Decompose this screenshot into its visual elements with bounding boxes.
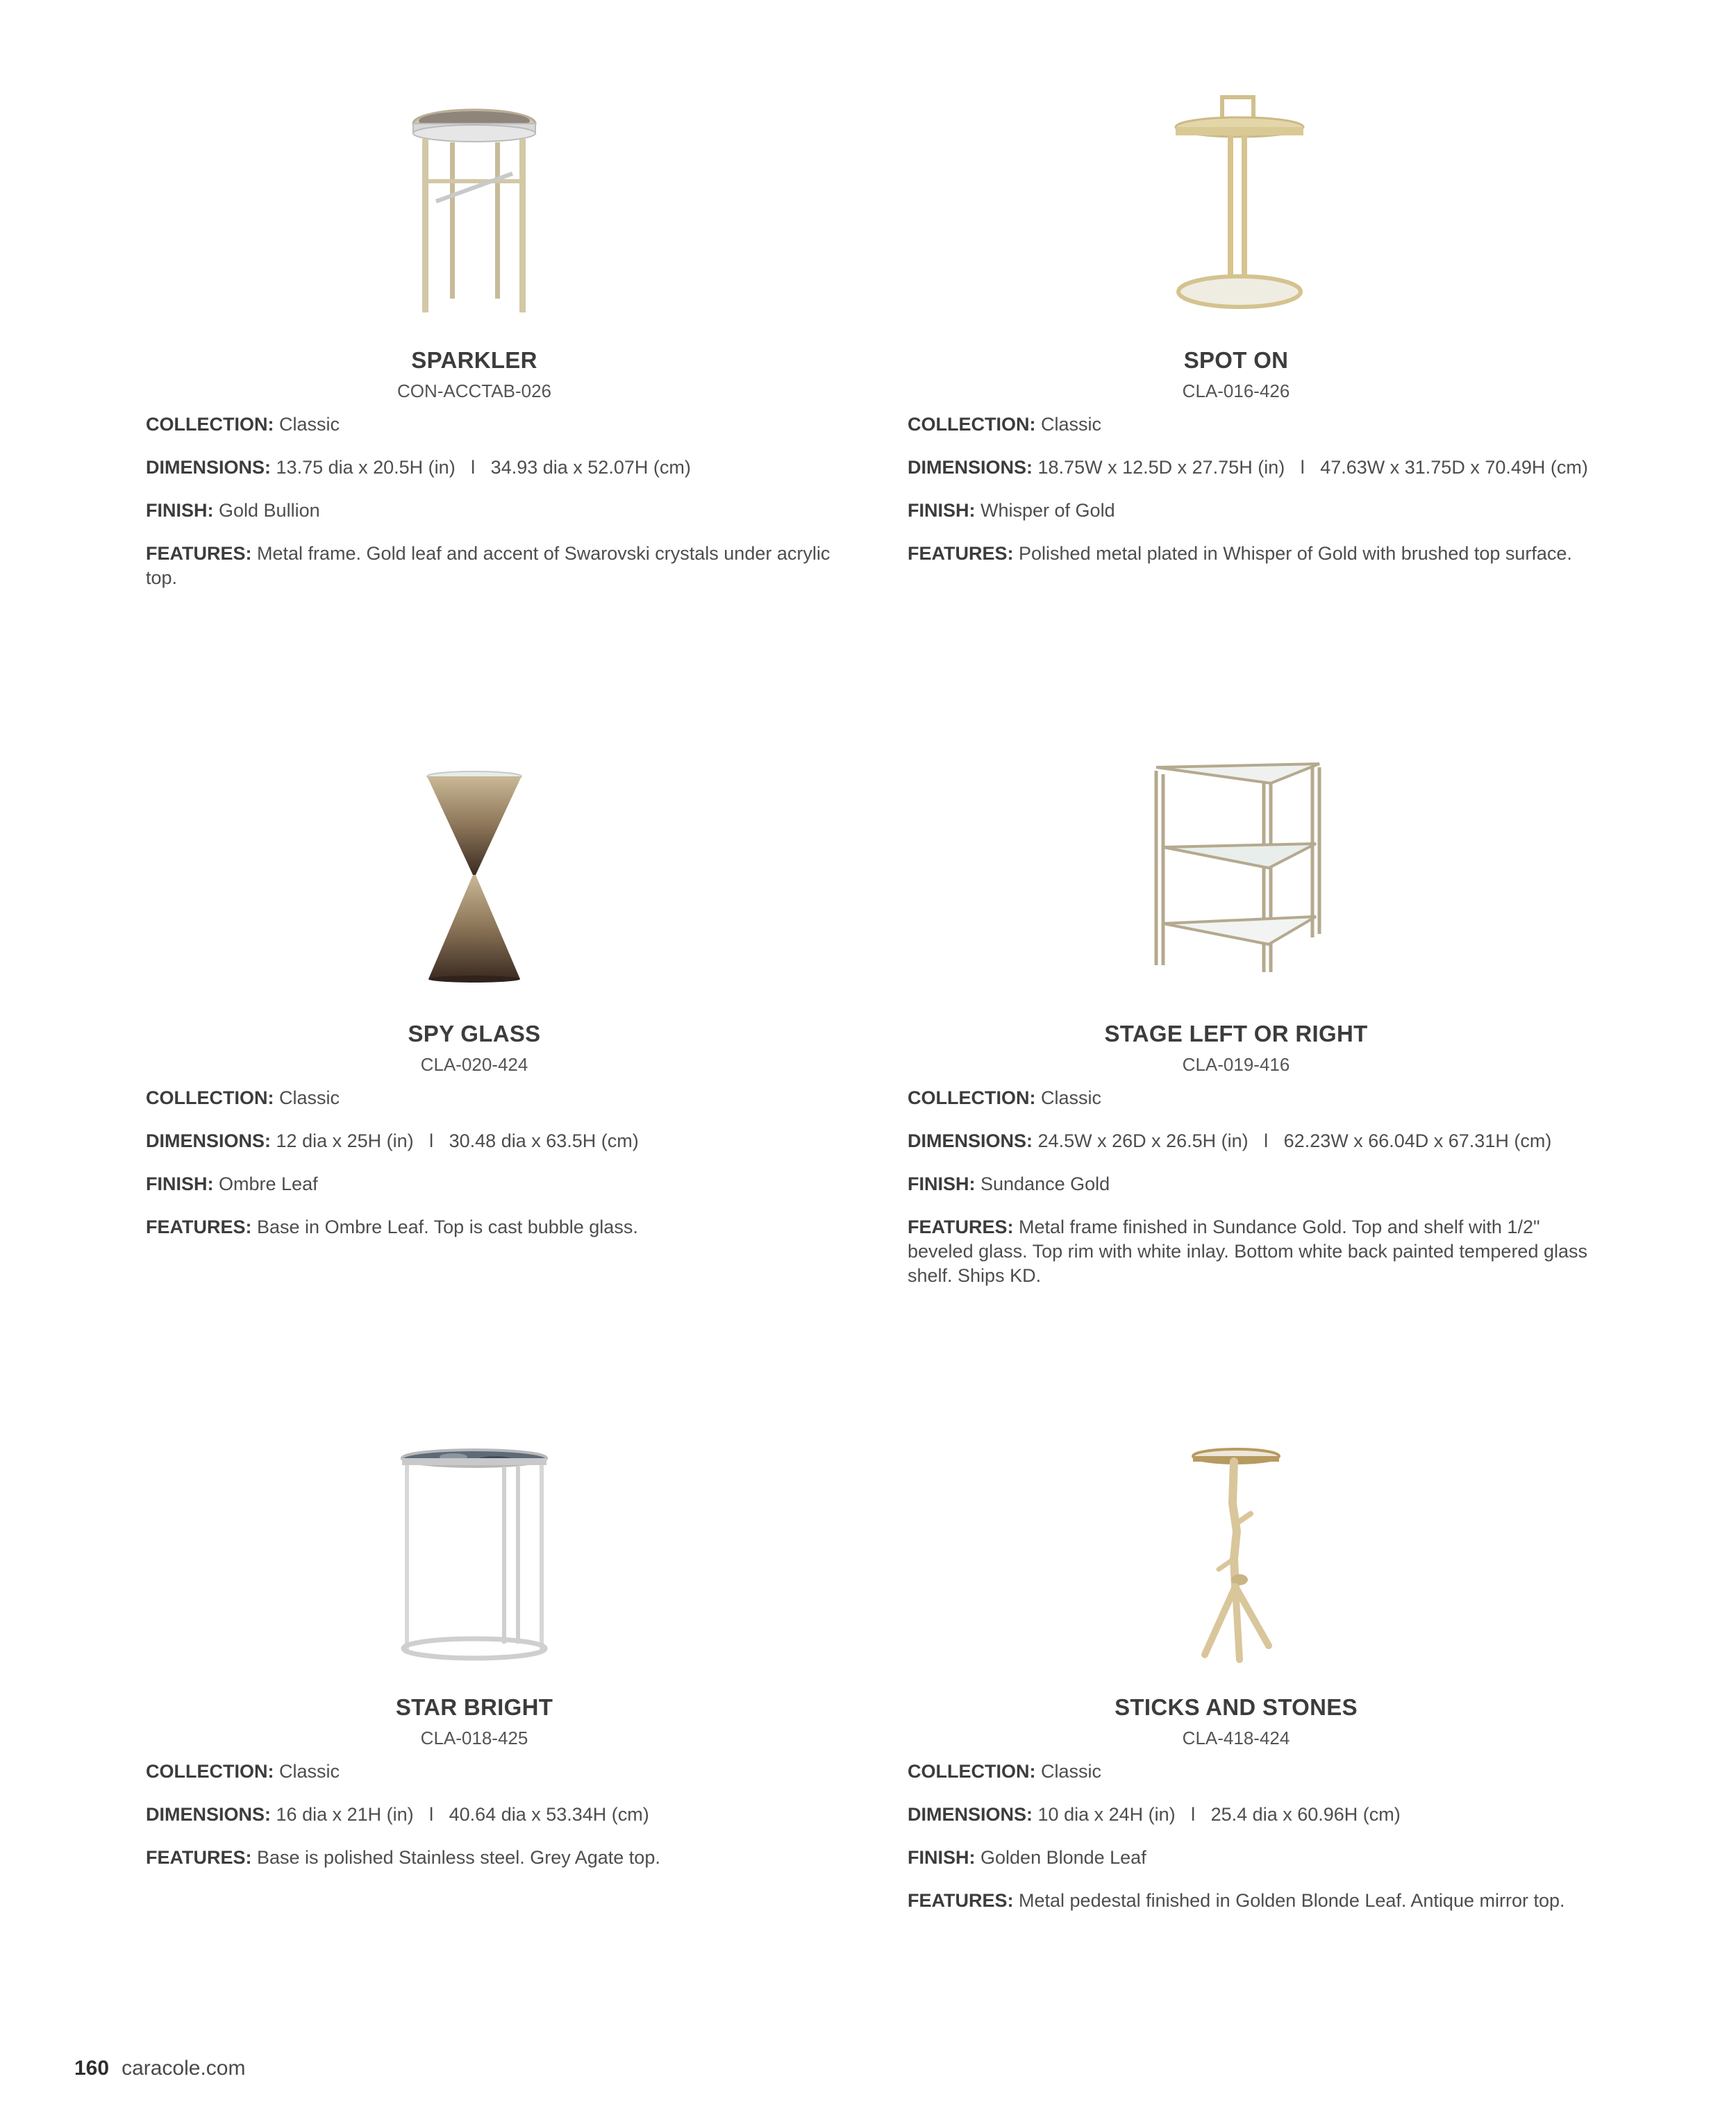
product-name: STAGE LEFT OR RIGHT xyxy=(1104,1021,1368,1046)
product-name: STAR BRIGHT xyxy=(395,1694,553,1720)
spec-features: FEATURES: Metal frame finished in Sundance Gold. Top and shelf with 1/2" beveled glass. Top rim with white inlay. Bottom white back painted tempered glass shelf. Ships KD. xyxy=(908,1217,1588,1286)
page-footer xyxy=(74,2057,245,2080)
spec-features: FEATURES: Polished metal plated in Whisper of Gold with brushed top surface. xyxy=(908,543,1572,564)
website-link[interactable]: caracole.com xyxy=(122,2057,246,2080)
spec-dimensions: DIMENSIONS: 18.75W x 12.5D x 27.75H (in) l 47.63W x 31.75D x 70.49H (cm) xyxy=(908,457,1588,478)
spec-dimensions: DIMENSIONS: 12 dia x 25H (in) l 30.48 dia x 63.5H (cm) xyxy=(146,1130,639,1151)
product-sku: CLA-018-425 xyxy=(420,1728,528,1748)
sticks-and-stones-image xyxy=(1191,1448,1281,1663)
spec-list xyxy=(908,412,1602,585)
spec-collection: COLLECTION: Classic xyxy=(908,414,1102,435)
spec-features: FEATURES: Metal pedestal finished in Golden Blonde Leaf. Antique mirror top. xyxy=(908,1890,1565,1911)
product-sku: CLA-418-424 xyxy=(1182,1728,1290,1748)
spec-finish: FINISH: Whisper of Gold xyxy=(908,500,1115,521)
spec-finish: FINISH: Ombre Leaf xyxy=(146,1173,318,1194)
spec-collection: COLLECTION: Classic xyxy=(146,1761,340,1782)
spec-collection: COLLECTION: Classic xyxy=(908,1761,1102,1782)
product-name: SPARKLER xyxy=(411,347,537,373)
spec-finish: FINISH: Sundance Gold xyxy=(908,1173,1110,1194)
spec-list xyxy=(146,1760,840,1889)
product-name: STICKS AND STONES xyxy=(1115,1694,1358,1720)
spot-on-image xyxy=(1174,94,1305,312)
spec-dimensions: DIMENSIONS: 10 dia x 24H (in) l 25.4 dia x 60.96H (cm) xyxy=(908,1804,1401,1825)
product-sku: CLA-016-426 xyxy=(1182,381,1290,401)
page-number: 160 xyxy=(74,2057,110,2080)
product-sku: CLA-020-424 xyxy=(420,1054,528,1075)
spec-collection: COLLECTION: Classic xyxy=(146,414,340,435)
sparkler-image xyxy=(408,104,540,319)
spec-list xyxy=(908,1086,1602,1307)
spec-features: FEATURES: Metal frame. Gold leaf and accent of Swarovski crystals under acrylic top. xyxy=(146,543,831,588)
spy-glass-image xyxy=(426,771,523,983)
star-bright-image xyxy=(398,1446,551,1661)
spec-finish: FINISH: Golden Blonde Leaf xyxy=(908,1847,1146,1868)
spec-collection: COLLECTION: Classic xyxy=(146,1087,340,1108)
spec-dimensions: DIMENSIONS: 13.75 dia x 20.5H (in) l 34.93 dia x 52.07H (cm) xyxy=(146,457,691,478)
spec-dimensions: DIMENSIONS: 16 dia x 21H (in) l 40.64 dia x 53.34H (cm) xyxy=(146,1804,649,1825)
product-sku: CON-ACCTAB-026 xyxy=(397,381,551,401)
spec-list xyxy=(908,1760,1602,1932)
product-name: SPOT ON xyxy=(1183,347,1289,373)
stage-left-or-right-image xyxy=(1149,757,1330,979)
spec-dimensions: DIMENSIONS: 24.5W x 26D x 26.5H (in) l 62.23W x 66.04D x 67.31H (cm) xyxy=(908,1130,1552,1151)
product-sku: CLA-019-416 xyxy=(1182,1054,1290,1075)
spec-list xyxy=(146,1086,840,1258)
product-name: SPY GLASS xyxy=(408,1021,541,1046)
spec-features: FEATURES: Base in Ombre Leaf. Top is cast bubble glass. xyxy=(146,1217,638,1237)
spec-finish: FINISH: Gold Bullion xyxy=(146,500,320,521)
spec-collection: COLLECTION: Classic xyxy=(908,1087,1102,1108)
spec-features: FEATURES: Base is polished Stainless steel. Grey Agate top. xyxy=(146,1847,660,1868)
spec-list xyxy=(146,412,840,609)
